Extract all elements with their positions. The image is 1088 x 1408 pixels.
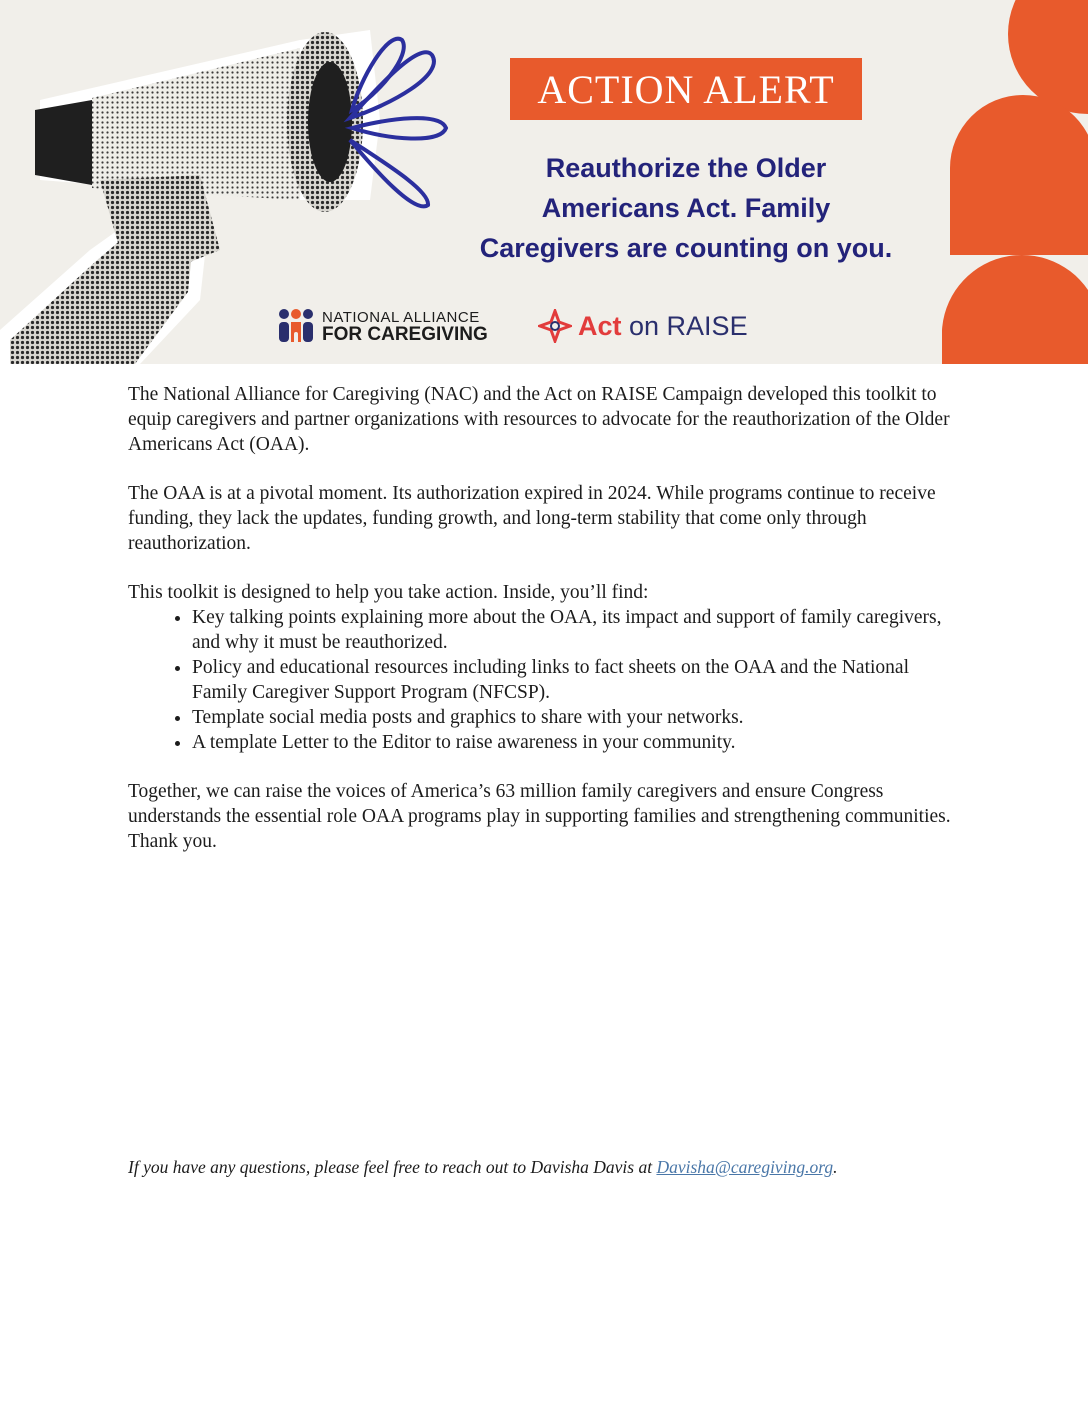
list-item: • Key talking points explaining more about the OAA, its impact and support of family caregivers, and why it must be reauthorized. [192, 605, 958, 655]
nac-logo [278, 306, 488, 346]
nac-logo-line1: NATIONAL ALLIANCE [322, 309, 480, 326]
decorative-orange-shapes [942, 0, 1088, 364]
headline-line-3: Caregivers are counting on you. [479, 233, 893, 263]
toolkit-contents-list [128, 605, 958, 755]
action-alert-label: ACTION ALERT [537, 66, 835, 112]
contact-end-punct: . [833, 1157, 838, 1177]
header-banner [0, 0, 1088, 364]
headline-line-1: Reauthorize the Older [545, 153, 827, 183]
list-item: • Policy and educational resources including links to fact sheets on the OAA and the National Family Caregiver Support Program (NFCSP). [192, 655, 958, 705]
banner-headline [450, 148, 922, 268]
closing-paragraph: Together, we can raise the voices of America’s 63 million family caregivers and ensure Congress understands the essential role OAA programs play in supporting families and strengthening communities. Thank you. [128, 781, 951, 852]
list-lead-paragraph: This toolkit is designed to help you take action. Inside, you’ll find: [128, 582, 649, 603]
nac-people-icon [278, 308, 314, 344]
body-content [128, 382, 958, 878]
nac-logo-line2: FOR CAREGIVING [322, 324, 488, 345]
action-alert-badge [510, 58, 862, 120]
raise-logo-act: Act [578, 310, 622, 341]
contact-text: If you have any questions, please feel free to reach out to Davisha Davis at [128, 1157, 657, 1177]
list-item: • A template Letter to the Editor to raise awareness in your community. [192, 730, 958, 755]
raise-star-icon [538, 309, 572, 343]
context-paragraph: The OAA is at a pivotal moment. Its authorization expired in 2024. While programs continue to receive funding, they lack the updates, funding growth, and long-term stability that come only through reauthorization. [128, 483, 936, 554]
headline-line-2: Americans Act. Family [541, 193, 831, 223]
intro-paragraph: The National Alliance for Caregiving (NAC) and the Act on RAISE Campaign developed this toolkit to equip caregivers and partner organizations with resources to advocate for the reauthorization of the Older Americans Act (OAA). [128, 384, 950, 455]
raise-logo-rest: on RAISE [621, 310, 748, 341]
list-item: • Template social media posts and graphics to share with your networks. [192, 705, 958, 730]
act-on-raise-logo [538, 306, 748, 346]
contact-email-link[interactable]: Davisha@caregiving.org [656, 1157, 834, 1177]
contact-note [128, 1155, 958, 1179]
